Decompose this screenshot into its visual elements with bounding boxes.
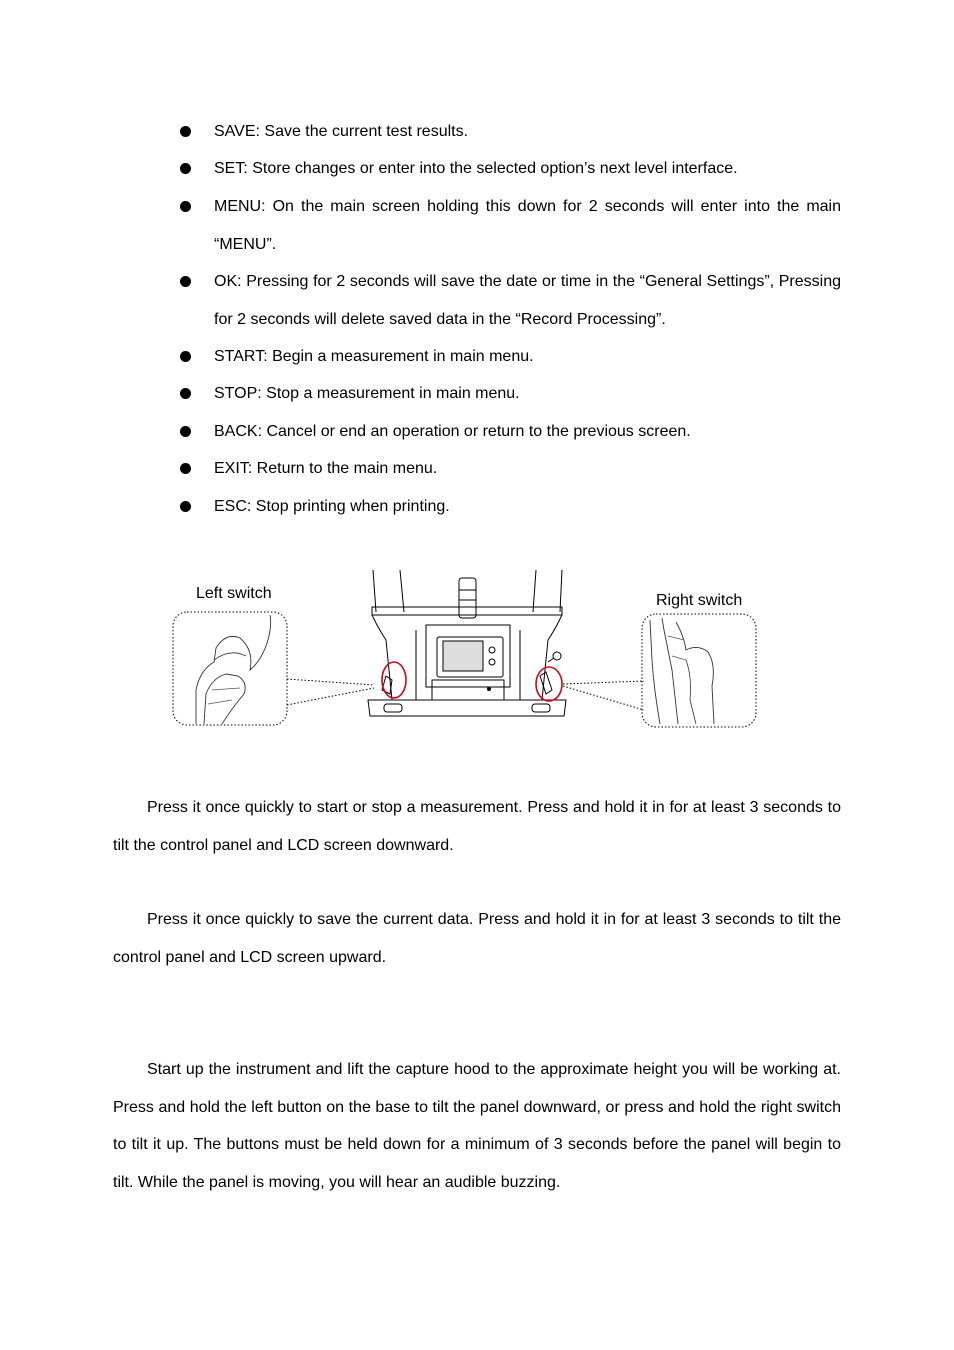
- paragraph-left-switch: Press it once quickly to start or stop a measurement. Press and hold it in for at least 3 seconds to tilt the control panel and LCD screen downward.: [113, 799, 841, 854]
- paragraph-tilt-procedure: Start up the instrument and lift the capture hood to the approximate height you will be working at. Press and hold the left button on the base to tilt the panel downward, or press and hold the right switch to tilt it up. The buttons must be held down for a minimum of 3 seconds before the panel will begin to tilt. While the panel is moving, you will hear an audible buzzing.: [113, 1061, 841, 1191]
- bullet-set: SET: Store changes or enter into the selected option’s next level interface.: [214, 150, 841, 188]
- bullet-exit: EXIT: Return to the main menu.: [214, 450, 841, 488]
- left-switch-marker: [382, 662, 406, 698]
- right-switch-label: Right switch: [656, 592, 743, 609]
- bullet-back: BACK: Cancel or end an operation or return to the previous screen.: [214, 413, 841, 451]
- right-callout-lines: [563, 681, 644, 710]
- left-switch-detail: [173, 612, 287, 725]
- paragraph-right-switch: Press it once quickly to save the current data. Press and hold it in for at least 3 seconds to tilt the control panel and LCD screen upward.: [113, 911, 841, 966]
- bullet-esc: ESC: Stop printing when printing.: [214, 488, 841, 526]
- right-switch-marker: [536, 667, 562, 701]
- bullet-start: START: Begin a measurement in main menu.: [214, 338, 841, 376]
- bullet-save: SAVE: Save the current test results.: [214, 113, 841, 151]
- bullet-menu: MENU: On the main screen holding this down for 2 seconds will enter into the main “MENU”.: [214, 188, 841, 263]
- bullet-ok: OK: Pressing for 2 seconds will save the date or time in the “General Settings”, Pressing for 2 seconds will delete saved data in the “Record Processing”.: [214, 263, 841, 338]
- instrument-drawing: [368, 570, 566, 716]
- left-callout-lines: [287, 679, 374, 705]
- right-switch-detail: [642, 614, 756, 727]
- bullet-stop: STOP: Stop a measurement in main menu.: [214, 375, 841, 413]
- left-switch-label: Left switch: [196, 585, 272, 602]
